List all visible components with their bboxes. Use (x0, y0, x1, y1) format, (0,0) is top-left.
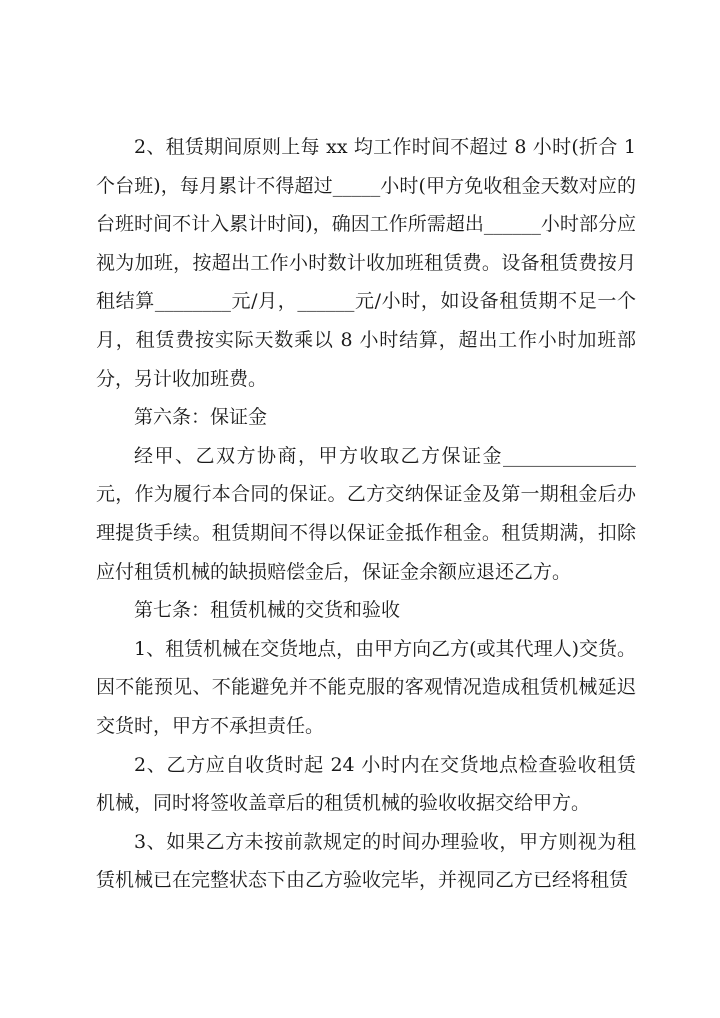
article-heading-delivery: 第七条：租赁机械的交货和验收 (134, 599, 401, 622)
clause-paragraph-delivery-1: 1、租赁机械在交货地点，由甲方向乙方(或其代理人)交货。因不能预见、不能避免并不能克服的客观情况造成租赁机械延迟交货时，甲方不承担责任。 (96, 637, 636, 737)
clause-paragraph-delivery-3: 3、如果乙方未按前款规定的时间办理验收，甲方则视为租赁机械已在完整状态下由乙方验收完毕，并视同乙方已经将租赁 (96, 830, 636, 892)
document-body (96, 128, 636, 900)
article-heading-deposit: 第六条：保证金 (134, 406, 268, 429)
clause-paragraph-deposit: 经甲、乙双方协商，甲方收取乙方保证金______________元，作为履行本合同的保证。乙方交纳保证金及第一期租金后办理提货手续。租赁期间不得以保证金抵作租金。租赁期满，扣除应付租赁机械的缺损赔偿金后，保证金余额应退还乙方。 (96, 444, 636, 583)
clause-paragraph-working-hours: 2、租赁期间原则上每 xx 均工作时间不超过 8 小时(折合 1 个台班)，每月累计不得超过_____小时(甲方免收租金天数对应的台班时间不计入累计时间)，确因工作所需超出______小时部分应视为加班，按超出工作小时数计收加班租赁费。设备租赁费按月租结算________元/月，______元/小时，如设备租赁期不足一个月，租赁费按实际天数乘以 8 小时结算，超出工作小时加班部分，另计收加班费。 (96, 136, 636, 390)
clause-paragraph-delivery-2: 2、乙方应自收货时起 24 小时内在交货地点检查验收租赁机械，同时将签收盖章后的租赁机械的验收收据交给甲方。 (96, 753, 636, 815)
